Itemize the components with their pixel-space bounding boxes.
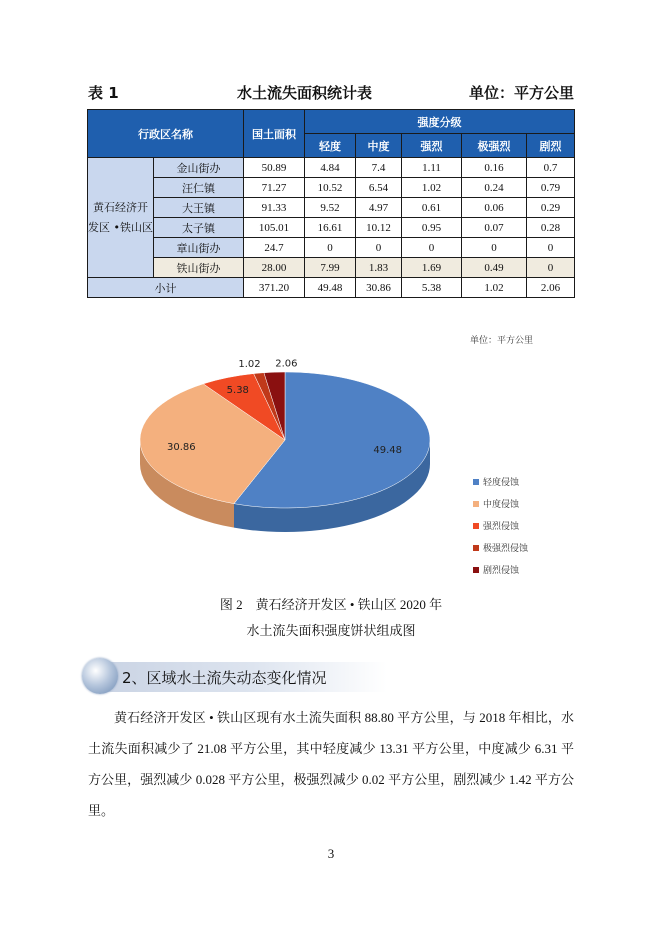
row-value: 1.83	[356, 258, 402, 278]
row-value: 1.69	[402, 258, 462, 278]
table-row	[88, 158, 575, 178]
table-title: 水土流失面积统计表	[237, 84, 373, 102]
row-value: 9.52	[305, 198, 356, 218]
row-value: 10.12	[356, 218, 402, 238]
table-row	[88, 218, 575, 238]
row-value: 4.97	[356, 198, 402, 218]
subtotal-area: 371.20	[244, 278, 305, 298]
legend-label: 剧烈侵蚀	[483, 566, 520, 576]
section-paragraph: 黄石经济开发区 • 铁山区现有水土流失面积 88.80 平方公里，与 2018 年相比，水土流失面积减少了 21.08 平方公里，其中轻度减少 13.31 平方公里，中度减少 6.31 平方公里，强烈减少 0.028 平方公里，极强烈减少 0.02 平方公里，剧烈减少 1.42 平方公里。	[88, 710, 574, 818]
table-row	[88, 178, 575, 198]
row-name: 太子镇	[154, 218, 244, 238]
row-area: 50.89	[244, 158, 305, 178]
table-row	[88, 198, 575, 218]
row-value: 0	[356, 238, 402, 258]
pie-chart	[140, 328, 552, 586]
row-area: 105.01	[244, 218, 305, 238]
header-level: 中度	[356, 134, 402, 158]
header-region: 行政区名称	[88, 110, 244, 158]
page-number: 3	[327, 846, 335, 861]
subtotal-label: 小计	[88, 278, 244, 298]
row-name: 铁山街办	[154, 258, 244, 278]
subtotal-value: 2.06	[527, 278, 575, 298]
row-value: 6.54	[356, 178, 402, 198]
pie-chart-svg	[140, 328, 552, 586]
chart-legend	[473, 476, 529, 576]
table-row	[88, 258, 575, 278]
row-value: 7.4	[356, 158, 402, 178]
figure-caption-line2: 水土流失面积强度饼状组成图	[246, 623, 416, 638]
row-name: 章山街办	[154, 238, 244, 258]
row-name: 金山街办	[154, 158, 244, 178]
pie-data-label: 30.86	[167, 441, 196, 453]
subtotal-value: 1.02	[462, 278, 527, 298]
header-area: 国土面积	[244, 110, 305, 158]
row-area: 28.00	[244, 258, 305, 278]
row-value: 0.16	[462, 158, 527, 178]
header-level: 强烈	[402, 134, 462, 158]
subtotal-value: 30.86	[356, 278, 402, 298]
row-value: 0	[402, 238, 462, 258]
row-value: 0.49	[462, 258, 527, 278]
legend-label: 轻度侵蚀	[483, 478, 520, 488]
pie-data-label: 5.38	[226, 384, 249, 396]
row-value: 7.99	[305, 258, 356, 278]
row-value: 0.79	[527, 178, 575, 198]
row-value: 0.95	[402, 218, 462, 238]
row-area: 91.33	[244, 198, 305, 218]
section-title: 2、区域水土流失动态变化情况	[122, 669, 327, 687]
table-label: 表 1	[88, 84, 119, 102]
subtotal-value: 49.48	[305, 278, 356, 298]
legend-swatch	[473, 567, 479, 573]
pie-data-label: 1.02	[238, 359, 261, 371]
row-value: 4.84	[305, 158, 356, 178]
legend-label: 中度侵蚀	[483, 500, 520, 510]
row-value: 0	[305, 238, 356, 258]
row-value: 0	[462, 238, 527, 258]
legend-swatch	[473, 479, 479, 485]
row-area: 71.27	[244, 178, 305, 198]
legend-swatch	[473, 501, 479, 507]
row-value: 0	[527, 238, 575, 258]
row-value: 0.24	[462, 178, 527, 198]
row-value: 1.02	[402, 178, 462, 198]
subtotal-row	[88, 278, 575, 298]
row-name: 汪仁镇	[154, 178, 244, 198]
subtotal-value: 5.38	[402, 278, 462, 298]
row-value: 0.29	[527, 198, 575, 218]
row-value: 0.07	[462, 218, 527, 238]
figure-caption-line1: 图 2 黄石经济开发区 • 铁山区 2020 年	[219, 597, 443, 612]
row-value: 1.11	[402, 158, 462, 178]
header-level: 剧烈	[527, 134, 575, 158]
row-value: 0.61	[402, 198, 462, 218]
erosion-stats-table	[87, 109, 575, 298]
legend-swatch	[473, 523, 479, 529]
table-unit: 单位：平方公里	[468, 84, 574, 102]
table-header	[88, 80, 574, 102]
row-area: 24.7	[244, 238, 305, 258]
pie-data-label: 49.48	[373, 444, 403, 456]
chart-unit-label: 单位：平方公里	[470, 336, 534, 346]
region-group-cell: 黄石经济开发区 •铁山区	[88, 158, 154, 278]
table-row	[88, 238, 575, 258]
row-name: 大王镇	[154, 198, 244, 218]
legend-label: 强烈侵蚀	[483, 522, 520, 532]
row-value: 0.7	[527, 158, 575, 178]
row-value: 16.61	[305, 218, 356, 238]
legend-label: 极强烈侵蚀	[483, 544, 529, 554]
section-bullet-icon	[82, 658, 118, 694]
row-value: 10.52	[305, 178, 356, 198]
header-intensity: 强度分级	[305, 110, 575, 134]
pie-tops	[140, 372, 430, 508]
legend-swatch	[473, 545, 479, 551]
pie-data-label: 2.06	[275, 358, 298, 370]
row-value: 0	[527, 258, 575, 278]
row-value: 0.28	[527, 218, 575, 238]
header-level: 极强烈	[462, 134, 527, 158]
row-value: 0.06	[462, 198, 527, 218]
header-level: 轻度	[305, 134, 356, 158]
